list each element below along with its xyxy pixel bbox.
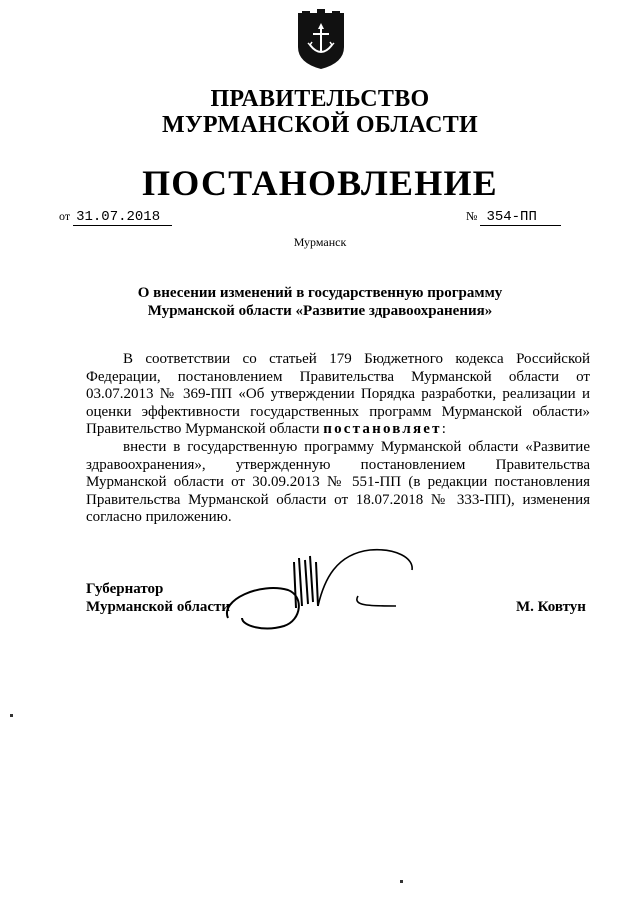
resolution-paragraph: внести в государственную программу Мурманской области «Развитие здравоохранения», утвержденную постановлением Правительства Мурманской области от 30.09.2013 № 551-ПП (в редакции постановления Правительства Мурманской области от 18.07.2018 № 333-ПП), изменения согласно приложению. — [86, 439, 590, 525]
city-name: Мурманск — [293, 235, 347, 249]
handwritten-signature — [220, 540, 420, 635]
number-prefix: № — [466, 209, 478, 223]
coat-of-arms-emblem — [296, 9, 346, 71]
organization-title-line2: МУРМАНСКОЙ ОБЛАСТИ — [162, 112, 478, 138]
organization-title-line1: ПРАВИТЕЛЬСТВО — [210, 86, 430, 112]
signatory-title-line2: Мурманской области — [86, 599, 231, 615]
decree-verb: постановляет — [323, 421, 442, 437]
signatory-name: М. Ковтун — [516, 599, 586, 615]
signatory-title — [86, 580, 230, 616]
signatory-title-line1: Губернатор — [86, 581, 164, 597]
preamble-text: В соответствии со статьей 179 Бюджетного кодекса Российской Федерации, постановлением Правительства Мурманской области от 03.07.2013 № 369-ПП «Об утверждении Порядка разработки, реализации и оценки эффективности государственных программ Мурманской области» Правительство Мурманской области — [86, 351, 590, 437]
subject-line2: Мурманской области «Развитие здравоохранения» — [147, 303, 493, 319]
subject-line1: О внесении изменений в государственную программу — [137, 285, 503, 301]
date-prefix: от — [59, 209, 71, 223]
date-value: 31.07.2018 — [73, 210, 172, 226]
decree-colon: : — [441, 421, 446, 437]
document-subject — [110, 284, 530, 320]
document-type-title: ПОСТАНОВЛЕНИЕ — [142, 163, 498, 203]
scan-mark — [10, 714, 13, 717]
scan-mark — [400, 880, 403, 883]
preamble-paragraph — [86, 351, 590, 439]
document-number — [466, 209, 561, 226]
number-value: 354-ПП — [480, 210, 560, 226]
document-date — [59, 209, 172, 226]
